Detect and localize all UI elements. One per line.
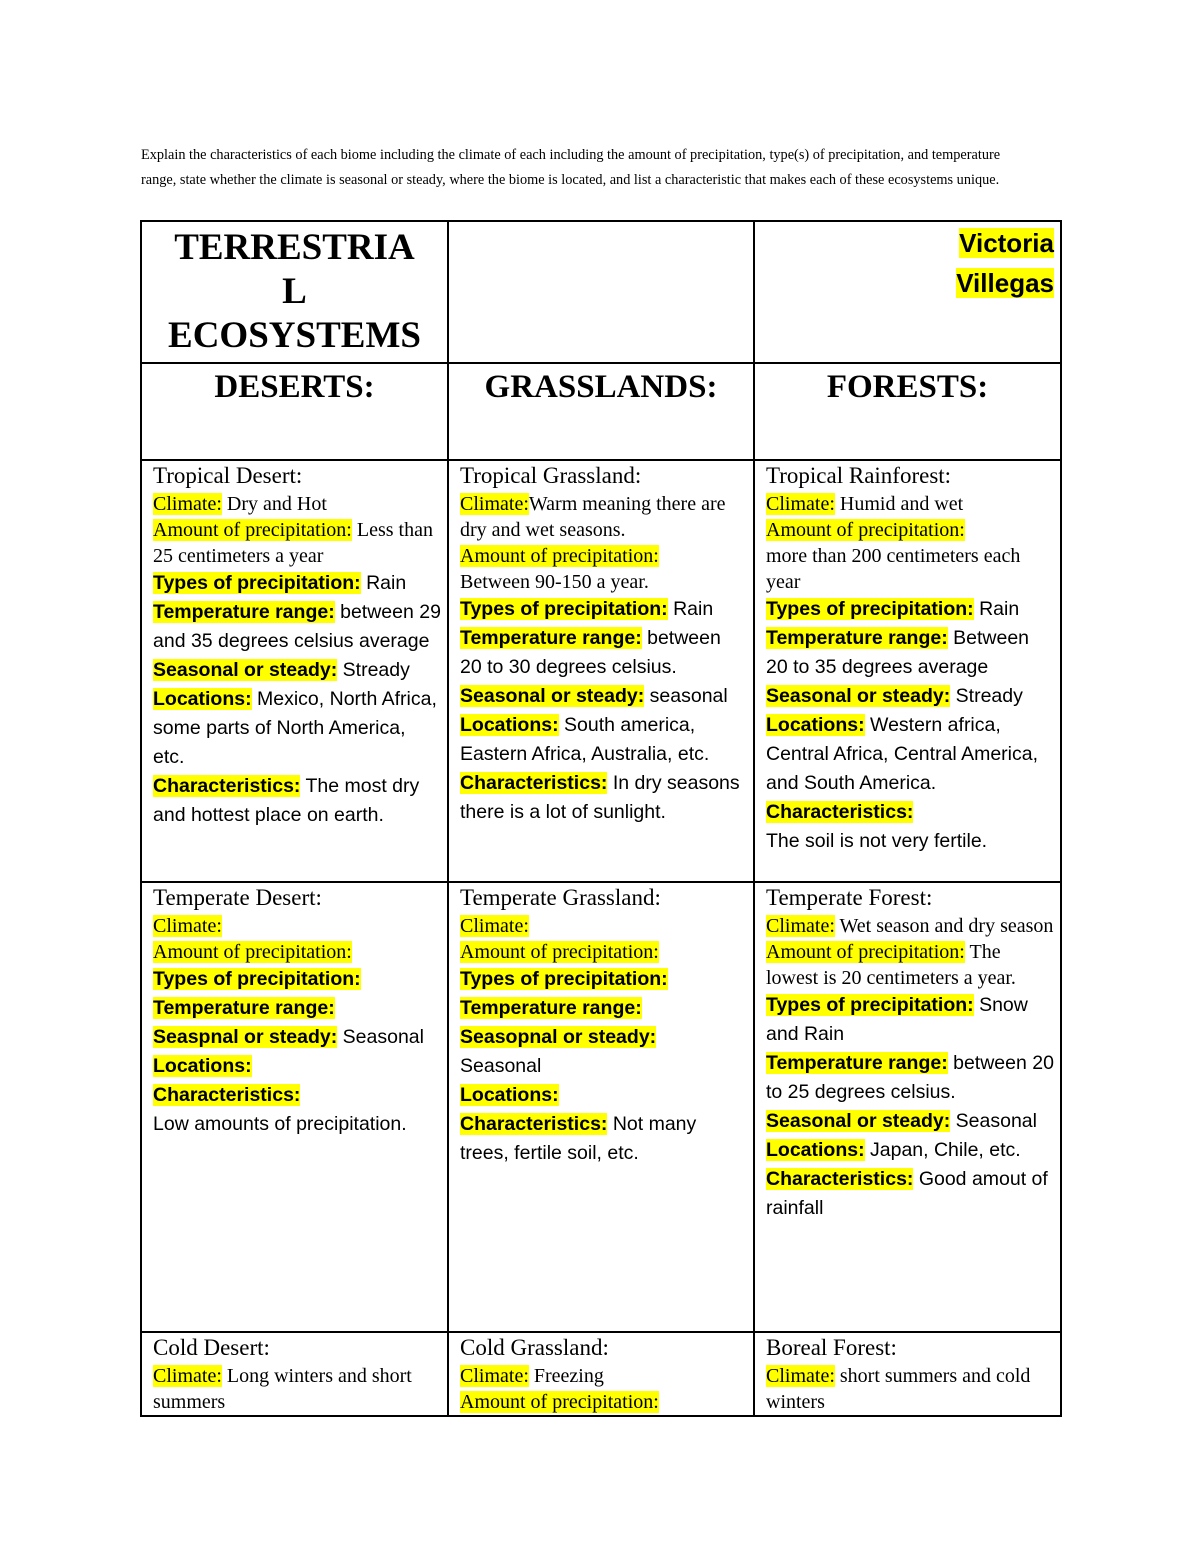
- types-value: Rain: [667, 598, 714, 620]
- characteristics-entry: [766, 1165, 1054, 1223]
- seasonal-value: Seasonal: [460, 1055, 542, 1077]
- types-value: Snow and Rain: [766, 994, 1028, 1045]
- temperature-label: Temperature range:: [460, 627, 642, 649]
- locations-label: Locations:: [766, 1139, 865, 1161]
- cell-title: Temperate Desert:: [153, 885, 322, 910]
- temperature-entry: [153, 994, 441, 1023]
- climate-entry: [153, 913, 441, 939]
- climate-entry: [460, 913, 747, 939]
- climate-entry: [766, 491, 1054, 517]
- cell-title: Tropical Rainforest:: [766, 463, 952, 488]
- locations-entry: [153, 685, 441, 772]
- seasonal-label: Seaspnal or steady:: [153, 1026, 338, 1048]
- characteristics-label: Characteristics:: [766, 1168, 914, 1190]
- temperature-label: Temperature range:: [153, 997, 335, 1019]
- terrestrial-ecosystems-table: [140, 220, 1062, 1417]
- types-label: Types of precipitation:: [153, 968, 361, 990]
- seasonal-value: seasonal: [644, 685, 728, 707]
- climate-entry: [766, 913, 1054, 939]
- amount-entry: [153, 517, 441, 569]
- locations-label: Locations:: [460, 714, 559, 736]
- temperature-label: Temperature range:: [766, 627, 948, 649]
- characteristics-value: The most dry and hottest place on earth.: [153, 775, 420, 826]
- seasonal-entry: [460, 1023, 747, 1081]
- cell-title: Tropical Grassland:: [460, 463, 642, 488]
- tropical-rainforest-cell: [754, 460, 1061, 882]
- types-entry: [766, 595, 1054, 624]
- locations-label: Locations:: [766, 714, 865, 736]
- cell-title: Cold Desert:: [153, 1335, 270, 1360]
- climate-entry: [460, 491, 747, 543]
- cell-title: Temperate Grassland:: [460, 885, 661, 910]
- amount-label: Amount of precipitation:: [460, 1391, 659, 1413]
- characteristics-label: Characteristics:: [766, 801, 914, 823]
- types-entry: [153, 569, 441, 598]
- temperate-forest-cell: [754, 882, 1061, 1332]
- table-title-line: ECOSYSTEMS: [168, 315, 421, 356]
- seasonal-value: Seasonal: [950, 1110, 1037, 1132]
- characteristics-label: Characteristics:: [460, 1113, 608, 1135]
- table-title: [141, 221, 448, 363]
- header-forests: FORESTS:: [754, 363, 1061, 460]
- characteristics-label: Characteristics:: [153, 775, 301, 797]
- seasonal-entry: [766, 1107, 1054, 1136]
- header-deserts: DESERTS:: [141, 363, 448, 460]
- temperature-value: Between 20 to 35 degrees average: [766, 627, 1030, 678]
- title-row: [141, 221, 1061, 363]
- locations-label: Locations:: [460, 1084, 559, 1106]
- tropical-grassland-cell: [448, 460, 754, 882]
- seasonal-label: Seasonal or steady:: [460, 685, 645, 707]
- types-label: Types of precipitation:: [766, 598, 974, 620]
- characteristics-value: Good amout of rainfall: [766, 1168, 1048, 1219]
- locations-label: Locations:: [153, 688, 252, 710]
- locations-value: Mexico, North Africa, some parts of North America, etc.: [153, 688, 437, 768]
- temperate-desert-cell: [141, 882, 448, 1332]
- amount-entry: [766, 517, 1054, 595]
- cell-title: Temperate Forest:: [766, 885, 933, 910]
- locations-label: Locations:: [153, 1055, 252, 1077]
- characteristics-entry: [460, 1110, 747, 1168]
- temperature-entry: [460, 624, 747, 682]
- amount-entry: [460, 939, 747, 965]
- locations-entry: [153, 1052, 441, 1081]
- amount-entry: [153, 939, 441, 965]
- temperature-value: between 20 to 25 degrees celsius.: [766, 1052, 1054, 1103]
- types-value: Rain: [360, 572, 407, 594]
- cold-desert-cell: [141, 1332, 448, 1416]
- temperature-label: Temperature range:: [153, 601, 335, 623]
- characteristics-entry: [153, 772, 441, 830]
- locations-value: Japan, Chile, etc.: [864, 1139, 1021, 1161]
- characteristics-entry: [460, 769, 747, 827]
- amount-label: Amount of precipitation:: [153, 941, 352, 963]
- climate-label: Climate:: [766, 493, 835, 515]
- seasonal-label: Seasonal or steady:: [766, 685, 951, 707]
- seasonal-label: Seasonal or steady:: [766, 1110, 951, 1132]
- amount-label: Amount of precipitation:: [460, 545, 659, 567]
- types-entry: [460, 965, 747, 994]
- table-title-line: TERRESTRIA: [174, 227, 415, 268]
- table-row: [141, 882, 1061, 1332]
- characteristics-value: Low amounts of precipitation.: [153, 1113, 407, 1135]
- temperature-entry: [766, 624, 1054, 682]
- temperature-value: between 29 and 35 degrees celsius average: [153, 601, 441, 652]
- empty-cell: [448, 221, 754, 363]
- temperature-label: Temperature range:: [766, 1052, 948, 1074]
- climate-value: Freezing: [528, 1365, 604, 1387]
- locations-entry: [766, 1136, 1054, 1165]
- temperature-label: Temperature range:: [460, 997, 642, 1019]
- locations-value: South america, Eastern Africa, Australia, etc.: [460, 714, 710, 765]
- tropical-desert-cell: [141, 460, 448, 882]
- table-row: [141, 460, 1061, 882]
- table-row: [141, 1332, 1061, 1416]
- characteristics-value: In dry seasons there is a lot of sunlight.: [460, 772, 740, 823]
- amount-value: The lowest is 20 centimeters a year.: [766, 941, 1016, 989]
- amount-label: Amount of precipitation:: [460, 941, 659, 963]
- seasonal-value: Stready: [950, 685, 1023, 707]
- types-label: Types of precipitation:: [766, 994, 974, 1016]
- climate-label: Climate:: [153, 493, 222, 515]
- locations-entry: [766, 711, 1054, 798]
- characteristics-entry: [153, 1081, 441, 1139]
- characteristics-value: Not many trees, fertile soil, etc.: [460, 1113, 697, 1164]
- seasonal-entry: [766, 682, 1054, 711]
- cell-title: Cold Grassland:: [460, 1335, 609, 1360]
- climate-label: Climate:: [460, 915, 529, 937]
- climate-label: Climate:: [460, 493, 529, 515]
- temperature-entry: [766, 1049, 1054, 1107]
- climate-label: Climate:: [153, 1365, 222, 1387]
- seasonal-entry: [153, 656, 441, 685]
- student-name-line: Victoria: [959, 228, 1054, 258]
- header-row: [141, 363, 1061, 460]
- amount-value: Less than 25 centimeters a year: [153, 519, 433, 567]
- characteristics-label: Characteristics:: [460, 772, 608, 794]
- header-grasslands: GRASSLANDS:: [448, 363, 754, 460]
- types-value: Rain: [973, 598, 1020, 620]
- table-title-line: L: [282, 271, 307, 312]
- cold-grassland-cell: [448, 1332, 754, 1416]
- seasonal-entry: [460, 682, 747, 711]
- boreal-forest-cell: [754, 1332, 1061, 1416]
- types-label: Types of precipitation:: [460, 598, 668, 620]
- instructions-paragraph: Explain the characteristics of each biome including the climate of each including the amount of precipitation, type(s) of precipitation, and temperature range, state whether the climate is seasonal or steady, where the biome is located, and list a characteristic that makes each of these ecosystems unique.: [141, 147, 1001, 188]
- climate-label: Climate:: [766, 915, 835, 937]
- locations-entry: [460, 711, 747, 769]
- amount-entry: [766, 939, 1054, 991]
- types-label: Types of precipitation:: [460, 968, 668, 990]
- climate-value: Humid and wet: [834, 493, 964, 515]
- climate-value: short summers and cold winters: [766, 1365, 1031, 1413]
- climate-value: Long winters and short summers: [153, 1365, 412, 1413]
- climate-label: Climate:: [153, 915, 222, 937]
- cell-title: Boreal Forest:: [766, 1335, 897, 1360]
- temperature-entry: [153, 598, 441, 656]
- amount-label: Amount of precipitation:: [153, 519, 352, 541]
- climate-label: Climate:: [766, 1365, 835, 1387]
- amount-label: Amount of precipitation:: [766, 941, 965, 963]
- climate-label: Climate:: [460, 1365, 529, 1387]
- climate-entry: [153, 491, 441, 517]
- locations-value: Western africa, Central Africa, Central America, and South America.: [766, 714, 1039, 794]
- types-entry: [460, 595, 747, 624]
- climate-entry: [766, 1363, 1054, 1415]
- locations-entry: [460, 1081, 747, 1110]
- amount-value: more than 200 centimeters each year: [766, 545, 1021, 593]
- amount-value: Between 90-150 a year.: [460, 571, 649, 593]
- amount-entry: [460, 543, 747, 595]
- seasonal-label: Seasopnal or steady:: [460, 1026, 657, 1048]
- seasonal-entry: [153, 1023, 441, 1052]
- student-name: [754, 221, 1061, 363]
- student-name-line: Villegas: [956, 268, 1054, 298]
- seasonal-value: Seasonal: [337, 1026, 424, 1048]
- climate-entry: [460, 1363, 747, 1389]
- climate-value: Dry and Hot: [221, 493, 327, 515]
- amount-label: Amount of precipitation:: [766, 519, 965, 541]
- climate-value: Wet season and dry season: [834, 915, 1054, 937]
- cell-title: Tropical Desert:: [153, 463, 303, 488]
- temperate-grassland-cell: [448, 882, 754, 1332]
- characteristics-value: The soil is not very fertile.: [766, 830, 988, 852]
- types-entry: [153, 965, 441, 994]
- seasonal-value: Stready: [337, 659, 410, 681]
- temperature-value: between 20 to 30 degrees celsius.: [460, 627, 721, 678]
- climate-entry: [153, 1363, 441, 1415]
- types-entry: [766, 991, 1054, 1049]
- types-label: Types of precipitation:: [153, 572, 361, 594]
- temperature-entry: [460, 994, 747, 1023]
- seasonal-label: Seasonal or steady:: [153, 659, 338, 681]
- characteristics-entry: [766, 798, 1054, 856]
- climate-value: Warm meaning there are dry and wet seasons.: [460, 493, 726, 541]
- amount-entry: [460, 1389, 747, 1415]
- characteristics-label: Characteristics:: [153, 1084, 301, 1106]
